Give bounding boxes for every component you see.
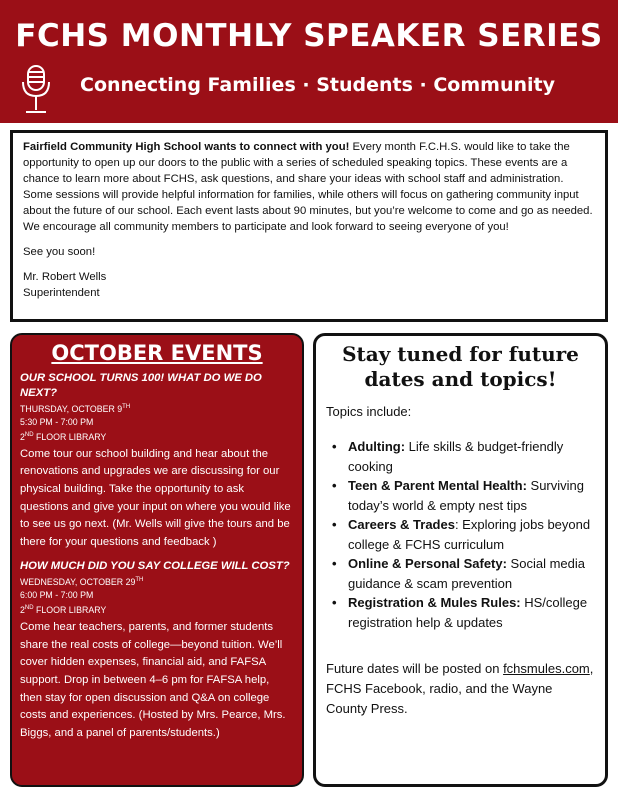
future-heading: Stay tuned for future dates and topics! <box>342 342 579 391</box>
list-item: • Online & Personal Safety: Social media guidance & scam prevention <box>326 554 595 593</box>
october-events-panel <box>10 333 304 787</box>
intro-lead: Fairfield Community High School wants to connect with you! <box>23 141 350 153</box>
page-subtitle: Connecting Families · Students · Community <box>80 74 555 96</box>
event-location: 2ND FLOOR LIBRARY <box>20 605 107 616</box>
signer-title: Superintendent <box>23 287 100 299</box>
intro-body: Every month F.C.H.S. would like to take the opportunity to open up our doors to the public with a series of scheduled speaking topics. These events are a chance to learn more about FCHS, ask questions, and share your ideas with school staff and administration. Some sessions will provide helpful information for families, while others will focus on gathering community input about the future of our school. Each event lasts about 90 minutes, but you’re welcome to come and go as needed. We encourage all community members to participate and look forward to seeing everyone of you! <box>23 141 593 233</box>
october-heading: OCTOBER EVENTS <box>51 341 263 365</box>
event-time: 6:00 PM - 7:00 PM <box>20 590 94 601</box>
event-description: Come tour our school building and hear about the renovations and upgrades we are discussing for our physical building. Take the opportunity to ask questions and give your input on where you would like to see us go next. (Mr. Wells will give the tours and be there for your questions and feedback ) <box>20 447 291 548</box>
intro-closing: See you soon! <box>23 246 96 258</box>
list-item: • Adulting: Life skills & budget-friendly cooking <box>326 437 595 476</box>
event-description: Come hear teachers, parents, and former students share the real costs of college—beyond tuition. We’ll cover hidden expenses, financial aid, and FAFSA support. Drop in between 4–6 pm for FAFSA help, then stay for open discussion and Q&A on college costs and experiences. (Hosted by Mrs. Pearce, Mrs. Biggs, and a panel of parents/students.) <box>20 621 286 739</box>
event-title: OUR SCHOOL TURNS 100! WHAT DO WE DO NEXT? <box>20 372 262 399</box>
page-title: FCHS MONTHLY SPEAKER SERIES <box>15 18 603 54</box>
header-banner <box>0 0 618 123</box>
list-item: • Teen & Parent Mental Health: Surviving today’s world & empty nest tips <box>326 476 595 515</box>
topics-intro: Topics include: <box>326 404 412 419</box>
event-title: HOW MUCH DID YOU SAY COLLEGE WILL COST? <box>20 560 290 573</box>
signer-name: Mr. Robert Wells <box>23 271 107 283</box>
topics-list <box>326 437 595 632</box>
event-location: 2ND FLOOR LIBRARY <box>20 431 107 442</box>
event-2 <box>20 559 294 742</box>
intro-letter <box>10 130 608 322</box>
future-dates-note: Future dates will be posted on fchsmules.com, FCHS Facebook, radio, and the Wayne County Press. <box>326 661 594 716</box>
microphone-icon <box>16 60 56 120</box>
event-1 <box>20 371 294 551</box>
event-time: 5:30 PM - 7:00 PM <box>20 416 94 427</box>
website-link[interactable]: fchsmules.com <box>503 661 590 676</box>
future-topics-panel <box>313 333 608 787</box>
event-date: WEDNESDAY, OCTOBER 29TH <box>20 577 144 588</box>
event-date: THURSDAY, OCTOBER 9TH <box>20 403 131 414</box>
list-item: • Careers & Trades: Exploring jobs beyond college & FCHS curriculum <box>326 515 595 554</box>
intro-paragraph <box>23 139 595 235</box>
list-item: • Registration & Mules Rules: HS/college registration help & updates <box>326 593 595 632</box>
